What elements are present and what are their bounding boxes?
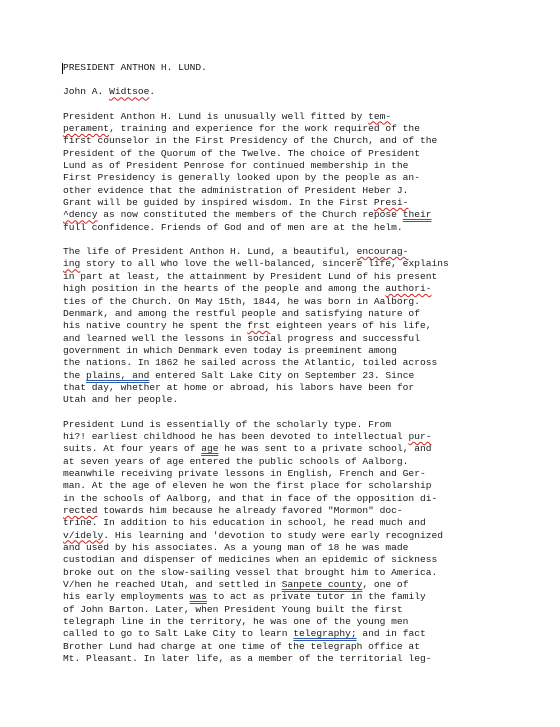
text-line bbox=[63, 542, 533, 554]
grammar-flagged-word: telegraphy; bbox=[293, 628, 357, 640]
text-run: man. At the age of eleven he won the first place for scholarship bbox=[63, 480, 432, 492]
author-line bbox=[63, 86, 533, 98]
text-line bbox=[63, 160, 533, 172]
author-name: Widtsoe bbox=[109, 86, 150, 98]
text-line bbox=[63, 382, 533, 394]
text-line bbox=[63, 111, 533, 123]
text-line bbox=[63, 468, 533, 480]
text-run: Brother Lund had charge at one time of the telegraph office at bbox=[63, 640, 420, 652]
text-run: he was sent to a private school, and bbox=[218, 443, 432, 455]
text-line bbox=[63, 591, 533, 603]
text-cursor bbox=[62, 63, 63, 74]
text-line bbox=[63, 517, 533, 529]
text-run: eighteen years of his life, bbox=[270, 320, 432, 332]
text-run: Lund as of President Penrose for continued membership in the bbox=[63, 160, 409, 172]
text-run: trine. In addition to his education in school, he read much and bbox=[63, 517, 426, 529]
paragraph bbox=[63, 419, 533, 666]
text-line bbox=[63, 505, 533, 517]
text-line bbox=[63, 431, 533, 443]
text-line bbox=[63, 308, 533, 320]
grammar-flagged-word: their bbox=[402, 209, 432, 221]
text-line bbox=[63, 123, 533, 135]
text-run: , one of bbox=[362, 579, 409, 591]
text-run: his native country he spent the bbox=[63, 320, 248, 332]
text-line bbox=[63, 185, 533, 197]
text-run: government in which Denmark even today is preeminent among bbox=[63, 344, 397, 356]
text-run: his early employments bbox=[63, 591, 190, 603]
text-line bbox=[63, 604, 533, 616]
text-line bbox=[63, 320, 533, 332]
document-body bbox=[63, 62, 533, 665]
text-line bbox=[63, 554, 533, 566]
text-run: Mt. Pleasant. In later life, as a member of the territorial leg- bbox=[63, 653, 432, 665]
text-run: at seven years of age entered the public schools of Aalborg. bbox=[63, 455, 409, 467]
text-line bbox=[63, 480, 533, 492]
spelling-flagged-word: ^dency bbox=[63, 209, 98, 221]
text-line bbox=[63, 443, 533, 455]
paragraph-container bbox=[63, 111, 533, 666]
grammar-flagged-word: Sanpete county bbox=[281, 579, 363, 591]
text-run: President Lund is essentially of the scholarly type. From bbox=[63, 418, 392, 430]
text-run: to act as private tutor in the family bbox=[206, 591, 426, 603]
text-run: hi?! earliest childhood he has been devoted to intellectual bbox=[63, 430, 409, 442]
text-line bbox=[63, 296, 533, 308]
spelling-flagged-word: frst bbox=[247, 320, 271, 332]
text-line bbox=[63, 197, 533, 209]
text-line bbox=[63, 222, 533, 234]
text-run: entered Salt Lake City on September 23. Since bbox=[149, 369, 415, 381]
text-run: Grant will be guided by inspired wisdom. In the First bbox=[63, 197, 374, 209]
text-line bbox=[63, 271, 533, 283]
text-line bbox=[63, 148, 533, 160]
document-title bbox=[63, 62, 533, 74]
text-line bbox=[63, 493, 533, 505]
text-line bbox=[63, 172, 533, 184]
text-line bbox=[63, 246, 533, 258]
paragraph bbox=[63, 111, 533, 234]
text-line bbox=[63, 456, 533, 468]
text-run: First Presidency is generally looked upon by the people as an- bbox=[63, 172, 420, 184]
text-line bbox=[63, 333, 533, 345]
text-run: and used by his associates. As a young man of 18 he was made bbox=[63, 542, 409, 554]
text-line bbox=[63, 628, 533, 640]
text-run: full confidence. Friends of God and of men are at the helm. bbox=[63, 221, 403, 233]
text-line bbox=[63, 419, 533, 431]
text-run: in part at least, the attainment by President Lund of his present bbox=[63, 270, 438, 282]
spelling-flagged-word: Presi- bbox=[373, 197, 409, 209]
text-run: President Anthon H. Lund is unusually well fitted by bbox=[63, 110, 369, 122]
paragraph bbox=[63, 246, 533, 406]
text-run: as now constituted the members of the Church repose bbox=[97, 209, 403, 221]
text-line bbox=[63, 530, 533, 542]
text-line bbox=[63, 394, 533, 406]
spelling-flagged-word: pur- bbox=[408, 430, 432, 442]
text-line bbox=[63, 641, 533, 653]
grammar-flagged-word: age bbox=[201, 443, 219, 455]
spelling-flagged-word: perament bbox=[63, 123, 110, 135]
text-run: President of the Quorum of the Twelve. The choice of President bbox=[63, 147, 420, 159]
text-line bbox=[63, 135, 533, 147]
spelling-flagged-word: encourag- bbox=[356, 246, 409, 258]
text-run: Denmark, and among the restful people and satisfying nature of bbox=[63, 307, 420, 319]
text-line bbox=[63, 370, 533, 382]
text-run: Utah and her people. bbox=[63, 394, 179, 406]
grammar-flagged-word: plains, and bbox=[86, 369, 150, 381]
author-suffix: . bbox=[149, 86, 156, 98]
text-run: , training and experience for the work required of the bbox=[109, 123, 420, 135]
text-run: . His learning and 'devotion to study were early recognized bbox=[103, 529, 443, 541]
text-run: the nations. In 1862 he sailed across the Atlantic, toiled across bbox=[63, 357, 438, 369]
text-run: the bbox=[63, 369, 87, 381]
text-run: first counselor in the First Presidency of the Church, and of the bbox=[63, 135, 438, 147]
text-run: in the schools of Aalborg, and that in face of the opposition di- bbox=[63, 492, 438, 504]
spelling-flagged-word: rected bbox=[63, 505, 98, 516]
text-run: suits. At four years of bbox=[63, 443, 202, 455]
text-run: called to go to Salt Lake City to learn bbox=[63, 628, 294, 640]
text-run: broke out on the slow-sailing vessel that brought him to America. bbox=[63, 566, 438, 578]
text-run: of John Barton. Later, when President Young built the first bbox=[63, 603, 403, 615]
grammar-flagged-word: was bbox=[189, 591, 207, 603]
text-line bbox=[63, 345, 533, 357]
text-line bbox=[63, 209, 533, 221]
text-run: V/hen he reached Utah, and settled in bbox=[63, 579, 282, 591]
text-line bbox=[63, 567, 533, 579]
text-line bbox=[63, 357, 533, 369]
text-run: meanwhile receiving private lessons in English, French and Ger- bbox=[63, 467, 426, 479]
text-run: The life of President Anthon H. Lund, a beautiful, bbox=[63, 246, 357, 258]
text-line bbox=[63, 653, 533, 665]
text-run: telegraph line in the territory, he was one of the young men bbox=[63, 616, 409, 628]
text-run: other evidence that the administration of President Heber J. bbox=[63, 184, 409, 196]
text-line bbox=[63, 258, 533, 270]
text-line bbox=[63, 283, 533, 295]
text-run: towards him because he already favored "Mormon" doc- bbox=[97, 505, 403, 516]
text-run: that day, whether at home or abroad, his labors have been for bbox=[63, 381, 415, 393]
author-prefix: John A. bbox=[63, 86, 110, 98]
spelling-flagged-word: ing bbox=[63, 258, 81, 270]
text-line bbox=[63, 616, 533, 628]
text-run: high position in the hearts of the people and among the bbox=[63, 283, 386, 295]
spelling-flagged-word: tem- bbox=[368, 110, 392, 122]
text-run: and in fact bbox=[356, 628, 426, 640]
text-run: ties of the Church. On May 15th, 1844, he was born in Aalborg. bbox=[63, 295, 420, 307]
title-text: PRESIDENT ANTHON H. LUND. bbox=[63, 62, 207, 73]
text-run: and learned well the lessons in social progress and successful bbox=[63, 332, 420, 344]
spelling-flagged-word: v/idely bbox=[63, 529, 104, 541]
spelling-flagged-word: authori- bbox=[385, 283, 432, 295]
text-run: story to all who love the well-balanced, sincere life, explains bbox=[80, 258, 449, 270]
text-run: custodian and dispenser of medicines when an epidemic of sickness bbox=[63, 554, 438, 566]
text-line bbox=[63, 579, 533, 591]
